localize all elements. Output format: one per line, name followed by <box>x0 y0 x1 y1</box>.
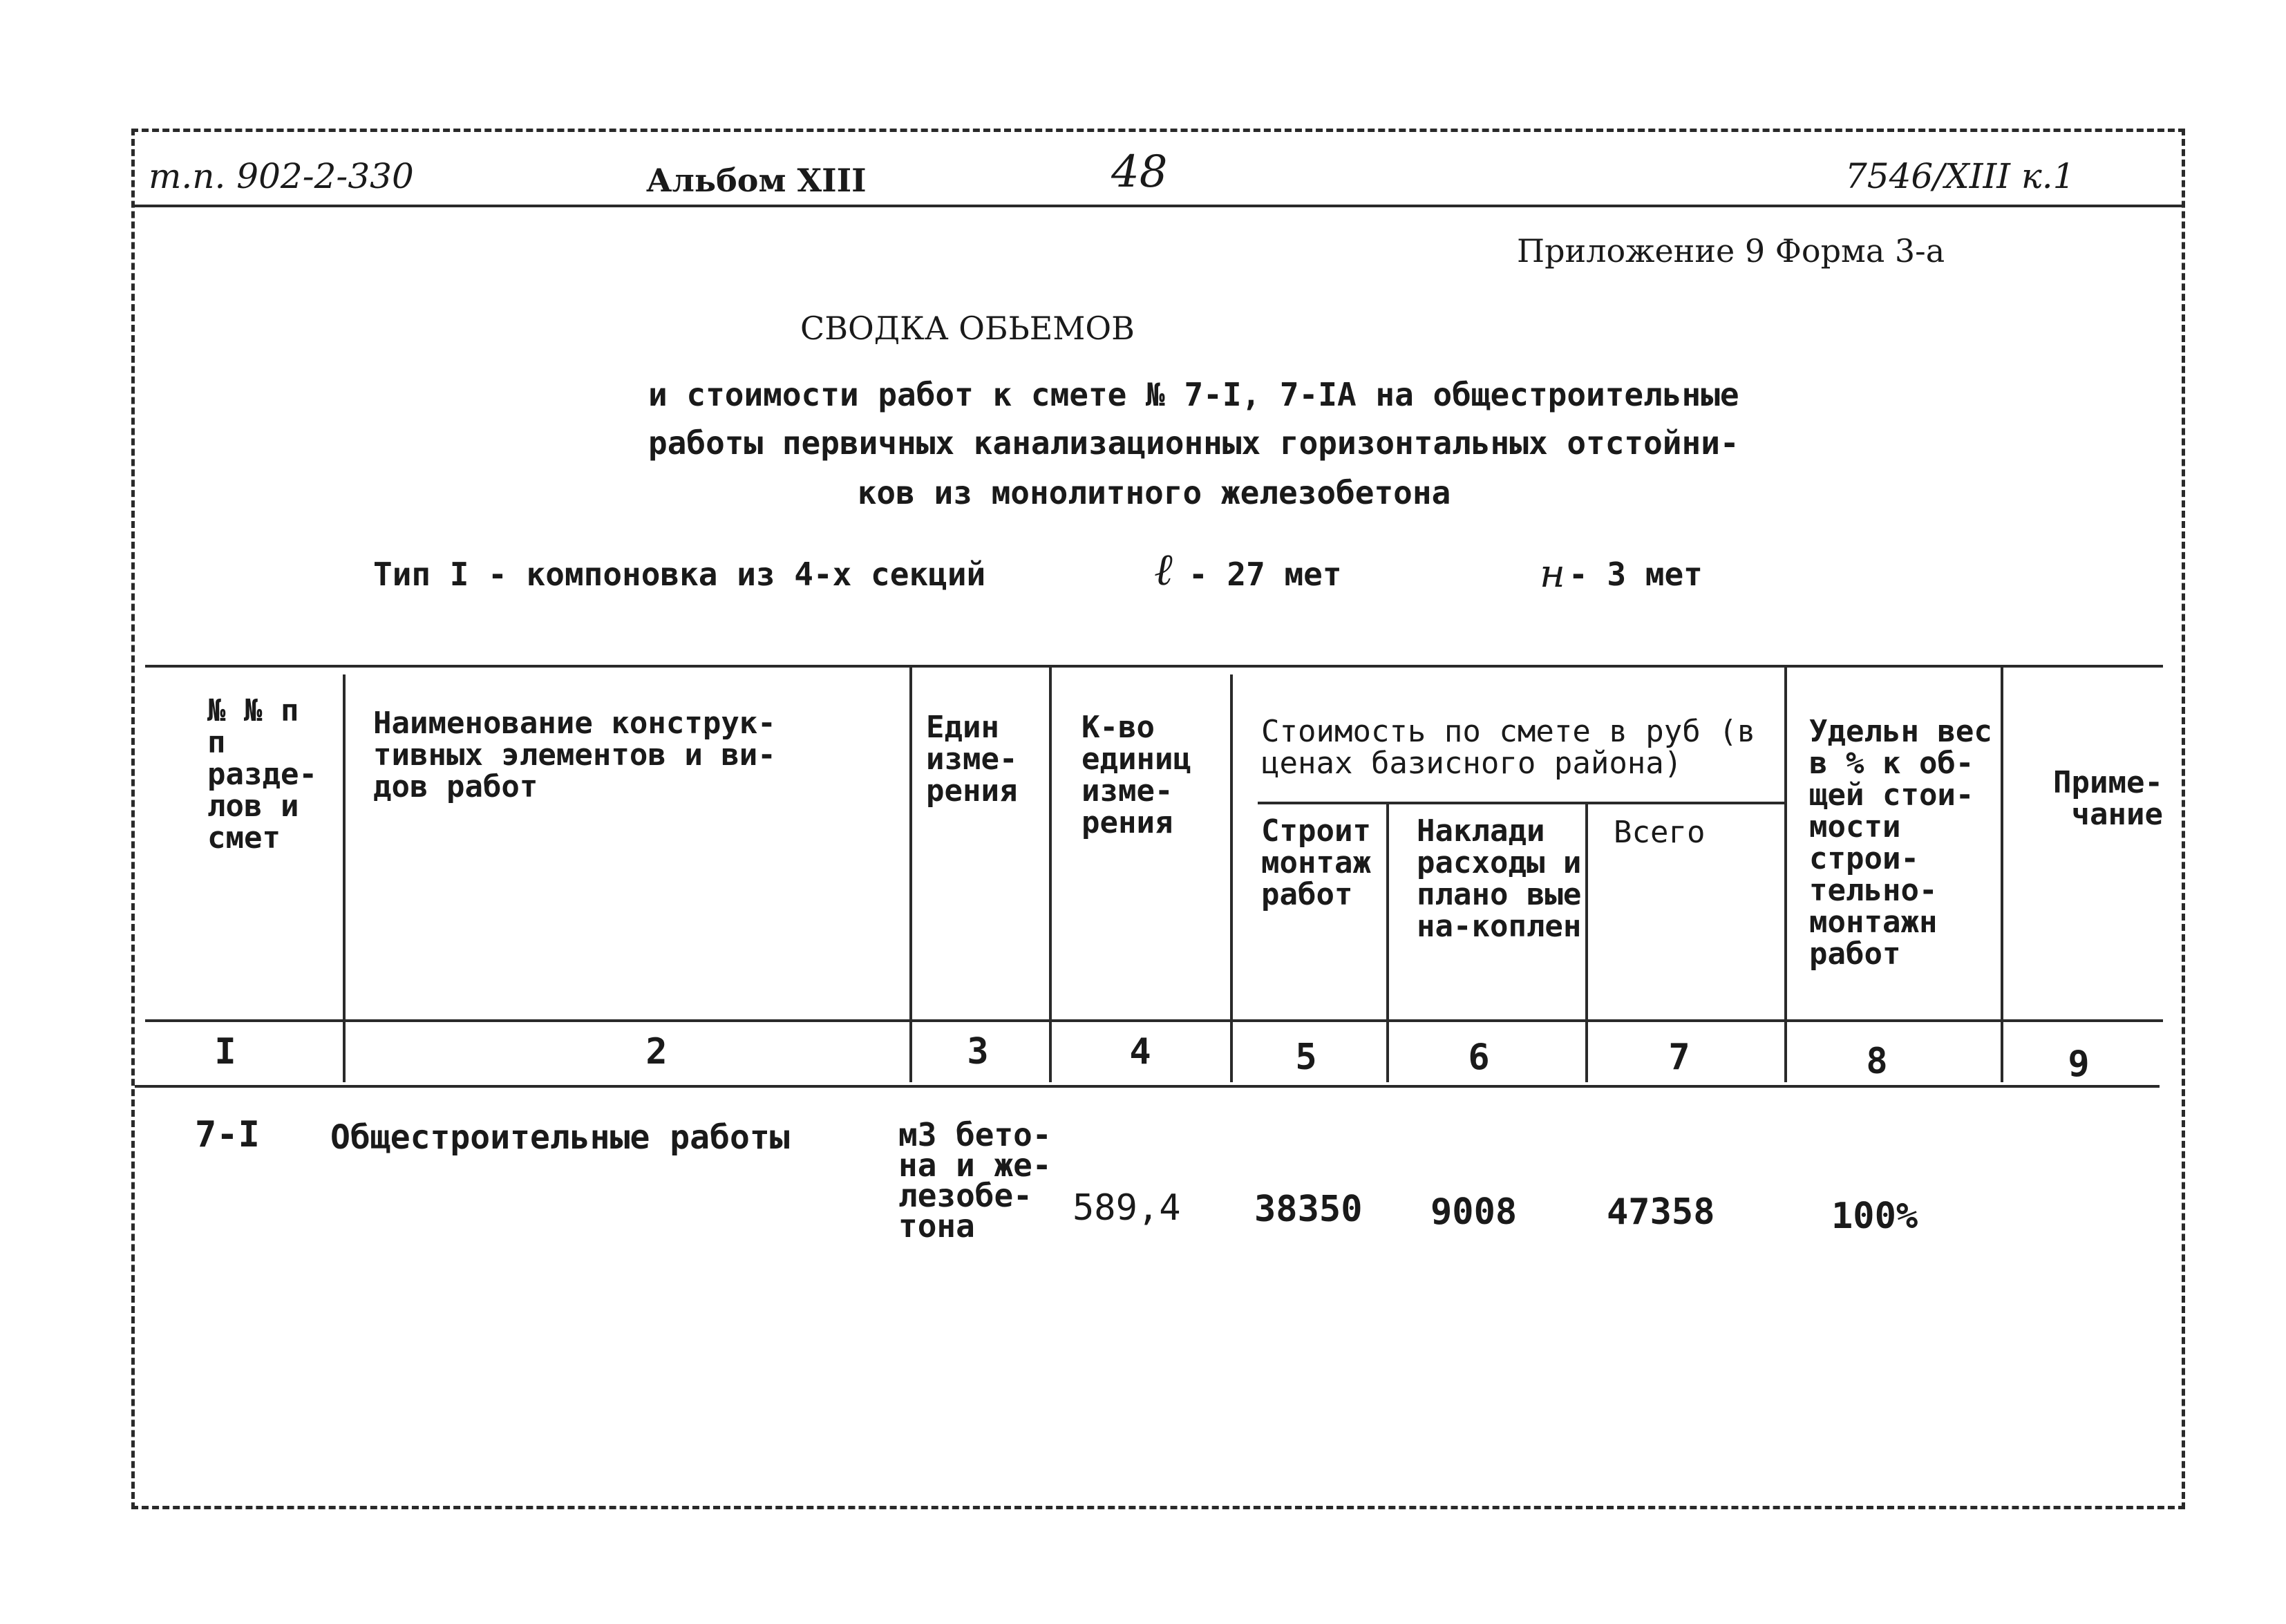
cost-group-rule <box>1258 802 1784 804</box>
col-number-4: 4 <box>1129 1031 1151 1073</box>
row-construction-cost: 38350 <box>1254 1189 1363 1230</box>
col-number-8: 8 <box>1866 1041 1888 1082</box>
col-header-section: № № п п разде-лов и смет <box>207 693 317 856</box>
col-number-2: 2 <box>645 1031 668 1073</box>
col-header-unit: Един изме-рения <box>926 710 1018 809</box>
col-number-9: 9 <box>2068 1044 2090 1085</box>
col-number-1: I <box>214 1031 236 1073</box>
length-value: - 27 мет <box>1189 556 1342 593</box>
col-number-6: 6 <box>1468 1037 1490 1078</box>
col-header-cost-group: Стоимость по смете в руб (в ценах базисного района) <box>1261 714 1756 781</box>
col-header-total: Всего <box>1614 815 1706 850</box>
col-number-5: 5 <box>1295 1037 1317 1078</box>
col-divider-8 <box>2001 666 2003 1082</box>
length-symbol: ℓ <box>1154 545 1173 596</box>
row-quantity: 589,4 <box>1073 1187 1181 1229</box>
document-title: СВОДКА ОБЬЕМОВ <box>800 310 1135 347</box>
title-line-3: ков из монолитного железобетона <box>857 474 1451 511</box>
row-section: 7-I <box>195 1114 260 1155</box>
col-divider-6 <box>1585 803 1588 1082</box>
col-number-7: 7 <box>1668 1037 1690 1078</box>
col-header-name: Наименование конструк-тивных элементов и ви-дов работ <box>373 706 776 804</box>
album-label: Альбом XIII <box>646 162 867 199</box>
header-bottom-rule <box>145 1019 2163 1022</box>
col-divider-4 <box>1230 674 1233 1082</box>
col-header-share: Удельн вес в % к об-щей стои-мости строи-тельно-монтажн работ <box>1809 714 1992 972</box>
appendix-label: Приложение 9 Форма 3-а <box>1517 232 1945 270</box>
row-total: 47358 <box>1607 1191 1715 1233</box>
col-header-quantity: К-во единиц изме-рения <box>1081 710 1191 840</box>
row-share: 100% <box>1831 1196 1918 1237</box>
header-rule <box>135 205 2182 207</box>
project-code: т.п. 902-2-330 <box>149 156 414 196</box>
height-value: - 3 мет <box>1569 556 1703 593</box>
numbers-bottom-rule <box>135 1085 2160 1088</box>
title-line-2: работы первичных канализационных горизонтальных отстойни- <box>648 424 1739 462</box>
title-line-1: и стоимости работ к смете № 7-I, 7-IА на общестроительные <box>648 376 1739 413</box>
col-divider-2 <box>909 666 912 1082</box>
page-number: 48 <box>1111 147 1168 198</box>
table-top-rule <box>145 665 2163 668</box>
col-divider-3 <box>1049 666 1052 1082</box>
row-name: Общестроительные работы <box>330 1118 790 1157</box>
row-overhead: 9008 <box>1430 1191 1518 1233</box>
height-symbol: н <box>1540 551 1565 596</box>
row-unit: м3 бето-на и же-лезобе-тона <box>898 1116 1052 1245</box>
archive-code: 7546/XIII к.1 <box>1845 156 2075 196</box>
col-header-overhead: Наклади расходы и плано вые на-коплен <box>1417 813 1582 944</box>
col-number-3: 3 <box>967 1031 989 1073</box>
type-description: Тип I - компоновка из 4-х секций <box>373 556 986 593</box>
col-header-note: Приме-чание <box>2053 765 2163 832</box>
col-divider-1 <box>343 674 346 1082</box>
col-divider-5 <box>1386 803 1389 1082</box>
col-header-construction-cost: Строит монтаж работ <box>1261 813 1371 912</box>
